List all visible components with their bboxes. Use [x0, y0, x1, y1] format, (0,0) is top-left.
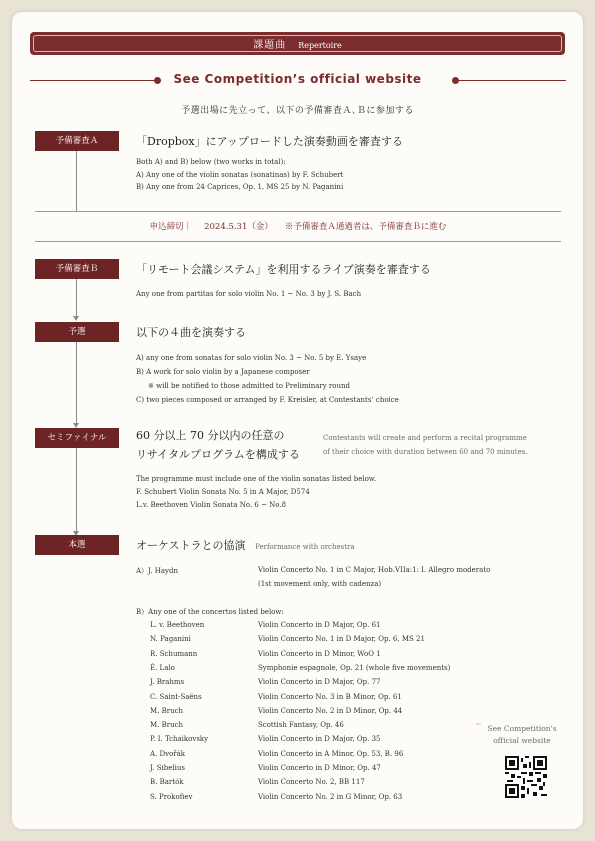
banner-title-jp: 課題曲 [253, 40, 287, 51]
concerto-work: Violin Concerto No. 2 in G Minor, Op. 63 [258, 792, 403, 801]
timeline-line-semi [76, 446, 77, 531]
section-b-body [136, 288, 361, 301]
website-rule-right [458, 80, 566, 81]
qr-code-icon [505, 756, 547, 798]
section-b-label: 予備審査Ｂ [35, 259, 119, 279]
concerto-composer: C. Saint-Saëns [150, 692, 202, 701]
concerto-composer: É. Lalo [150, 663, 175, 672]
semi-english-line: of their choice with duration between 60 and 70 minutes. [323, 448, 528, 456]
concerto-composer: J. Sibelius [150, 764, 185, 772]
prelim-line: A) any one from sonatas for solo violin No. 3 ~ No. 5 by E. Ysaye [136, 354, 367, 362]
section-a-label: 予備審査Ａ [35, 131, 119, 151]
banner-title [30, 36, 565, 51]
section-a-line: Both A) and B) below (two works in total): [136, 158, 286, 166]
concerto-work: Violin Concerto No. 1 in D Major, Op. 6, MS 21 [258, 635, 425, 644]
section-b-heading: 「リモート会議システム」を利用するライブ演奏を審査する [136, 263, 431, 276]
deadline-note: ※予備審査Ａ通過者は、予備審査Ｂに進む [284, 222, 447, 232]
concerto-composer: S. Prokofiev [150, 792, 193, 801]
qr-callout-line: official website [493, 736, 551, 745]
timeline-arrow-b [73, 316, 79, 321]
concerto-work: Scottish Fantasy, Op. 46 [258, 721, 344, 730]
prelim-note: ※ will be notified to those admitted to Preliminary round [148, 382, 350, 390]
semi-heading-line: 60 分以上 70 分以内の任意の [136, 429, 285, 442]
final-subheading: Performance with orchestra [255, 543, 355, 551]
qr-callout-line: See Competition's [487, 724, 557, 733]
intro-text: 予選出場に先立って、以下の予備審査Ａ､Ｂに参加する [181, 106, 414, 116]
semi-line: F. Schubert Violin Sonata No. 5 in A Major, D574 [136, 488, 310, 496]
section-b-line: Any one from partitas for solo violin No. 1 ~ No. 3 by J. S. Bach [136, 290, 362, 298]
final-b-label: B）Any one of the concertos listed below: [136, 608, 284, 616]
concerto-work: Violin Concerto in D Minor, WoO 1 [258, 649, 381, 658]
deadline-date: 2024.5.31（金） [204, 222, 273, 232]
concerto-work: Violin Concerto No. 2 in D Minor, Op. 44 [258, 706, 403, 715]
banner-title-en: Repertoire [298, 41, 342, 50]
concerto-work: Violin Concerto in D Major, Op. 61 [258, 621, 381, 629]
prelim-line: B) A work for solo violin by a Japanese composer [136, 368, 310, 376]
final-label: 本選 [35, 535, 119, 555]
prelim-line: C) two pieces composed or arranged by F. Kreisler, at Contestants’ choice [136, 396, 399, 404]
callout-mark: ˶˶ [476, 719, 481, 727]
concerto-work: Symphonie espagnole, Op. 21 (whole five movements) [258, 663, 451, 672]
semi-heading [136, 426, 300, 464]
timeline-line-prelim [76, 340, 77, 423]
deadline-label: 申込締切｜ [149, 222, 193, 232]
semi-label: セミファイナル [35, 428, 119, 448]
section-a-line: A) Any one of the violin sonatas (sonatinas) by F. Schubert [136, 170, 344, 179]
final-a-note: (1st movement only, with cadenza) [258, 580, 382, 588]
section-a-line: B) Any one from 24 Caprices, Op. 1, MS 25 by N. Paganini [136, 183, 344, 191]
section-a-heading: 「Dropbox」にアップロードした演奏動画を審査する [136, 135, 403, 148]
repertoire-banner [30, 32, 565, 55]
final-heading-jp: オーケストラとの協演 [136, 539, 246, 552]
qr-code[interactable] [505, 756, 547, 798]
deadline-text [35, 220, 561, 232]
concerto-composer: J. Brahms [150, 678, 185, 687]
website-link[interactable]: See Competition’s official website [173, 72, 422, 86]
final-heading [136, 537, 355, 553]
concerto-work: Violin Concerto in A Minor, Op. 53, B. 96 [258, 749, 404, 758]
concerto-composer: M. Bruch [150, 706, 184, 715]
final-a-work: Violin Concerto No. 1 in C Major, Hob.VIIa:1: I. Allegro moderato [258, 566, 491, 574]
timeline-line-b [76, 278, 77, 316]
prelim-heading: 以下の４曲を演奏する [136, 326, 246, 339]
concerto-composer: M. Bruch [150, 721, 184, 730]
semi-heading-line: リサイタルプログラムを構成する [136, 448, 300, 461]
semi-body [136, 473, 376, 512]
semi-line: The programme must include one of the violin sonatas listed below. [136, 475, 377, 483]
concerto-work: Violin Concerto in D Major, Op. 77 [258, 678, 381, 687]
concerto-composer: R. Schumann [150, 649, 198, 658]
concerto-composer: B. Bartók [150, 778, 184, 787]
concerto-composer: N. Paganini [150, 635, 191, 644]
concerto-work: Violin Concerto No. 2, BB 117 [258, 778, 365, 787]
qr-callout [476, 723, 568, 747]
semi-english-line: Contestants will create and perform a recital programme [323, 434, 527, 442]
section-a-body [136, 156, 343, 194]
final-a-label: A）J. Haydn [136, 567, 178, 575]
prelim-body [136, 351, 399, 407]
concerto-composer: P. I. Tchaikovsky [150, 735, 209, 744]
concerto-composer: A. Dvořák [150, 749, 186, 758]
deadline-bar [35, 211, 561, 242]
timeline-line-a [76, 150, 77, 211]
concerto-work: Violin Concerto in D Minor, Op. 47 [258, 764, 381, 772]
semi-english-note [323, 431, 528, 459]
concerto-work: Violin Concerto in D Major, Op. 35 [258, 735, 381, 744]
concerto-composer: L. v. Beethoven [150, 621, 205, 629]
concerto-work: Violin Concerto No. 3 in B Minor, Op. 61 [258, 692, 402, 701]
prelim-label: 予選 [35, 322, 119, 342]
semi-line: L.v. Beethoven Violin Sonata No. 6 ~ No.8 [136, 501, 287, 509]
